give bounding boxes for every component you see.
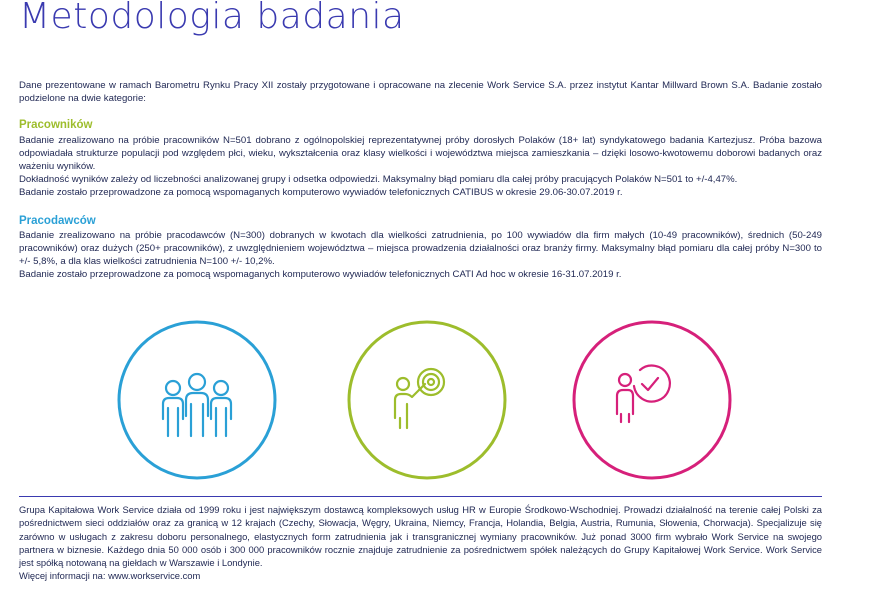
footer-text: Grupa Kapitałowa Work Service działa od 1999 roku i jest największym dostawcą kompleksowych usług HR w Europie Środkowo-Wschodniej. Prowadzi działalność na terenie całej Polski za pośrednictwem sieci oddziałów oraz za granicą w 12 krajach (Czechy, Słowacja, Węgry, Ukraina, Niemcy, Francja, Holandia, Belgia, Austria, Rumunia, Słowenia, Chorwacja). Specjalizuje się zarówno w usługach z zakresu doboru personalnego, elastycznych form zatrudnienia jak i transgranicznej wymiany pracowników. Już ponad 3000 firm wybrało Work Service na swojego partnera w biznesie. Każdego dnia 50 000 osób i 300 000 pracowników rocznie znajduje zatrudnienie za pośrednictwem spółek należących do Grupy Kapitałowej Work Service. Work Service jest spółką notowaną na giełdach w Warszawie i Londynie. [19, 504, 822, 569]
person-target-icon [345, 318, 509, 482]
paragraph: Dokładność wyników zależy od liczebności analizowanej grupy i odsetka odpowiedzi. Maksymalny błąd pomiaru dla całej próby pracujących Polaków N=501 to +/-4,47%. [19, 174, 738, 185]
paragraph: Badanie zostało przeprowadzone za pomocą wspomaganych komputerowo wywiadów telefonicznych CATI Ad hoc w okresie 16-31.07.2019 r. [19, 269, 622, 280]
people-circle [115, 318, 279, 482]
clock-circle [570, 318, 734, 482]
paragraph: Badanie zostało przeprowadzone za pomocą wspomaganych komputerowo wywiadów telefonicznych CATIBUS w okresie 29.06-30.07.2019 r. [19, 187, 623, 198]
paragraph: Badanie zrealizowano na próbie pracodawców (N=300) dobranych w kwotach dla wielkości zatrudnienia, po 100 wywiadów dla firm małych (10-49 pracowników), średnich (50-249 pracowników) oraz dużych (250+ pracowników), z uwzględnieniem województwa – miejsca prowadzenia działalności oraz branży firmy. Maksymalny błąd pomiaru dla całej próby N=300 to +/- 5,8%, a dla klas wielkości zatrudnienia N=100 +/- 10,2%. [19, 230, 822, 267]
footer-more-info: Więcej informacji na: www.workservice.com [19, 570, 201, 582]
page-title: Metodologia badania [19, 0, 405, 37]
footer-divider [19, 496, 822, 497]
paragraph: Badanie zrealizowano na próbie pracowników N=501 dobrano z ogólnopolskiej reprezentatywnej próby dorosłych Polaków (18+ lat) syndykatowego badania Kartezjusz. Próba bazowa odpowiadała strukturze populacji pod względem płci, wieku, wykształcenia oraz klasy wielkości i województwa miejsca zamieszkania – dzięki losowo-kwotowemu doborowi badanych oraz ważeniu wyników. [19, 135, 822, 172]
section-heading-pracownikow: Pracowników [19, 119, 93, 131]
section-body-pracownikow [19, 134, 822, 199]
person-clock-icon [570, 318, 734, 482]
section-heading-pracodawcow: Pracodawców [19, 215, 96, 227]
target-circle [345, 318, 509, 482]
people-group-icon [115, 318, 279, 482]
intro-text: Dane prezentowane w ramach Barometru Rynku Pracy XII zostały przygotowane i opracowane na zlecenie Work Service S.A. przez instytut Kantar Millward Brown S.A. Badanie zostało podzielone na dwie kategorie: [19, 80, 822, 104]
footer [19, 503, 822, 583]
section-body-pracodawcow [19, 229, 822, 281]
